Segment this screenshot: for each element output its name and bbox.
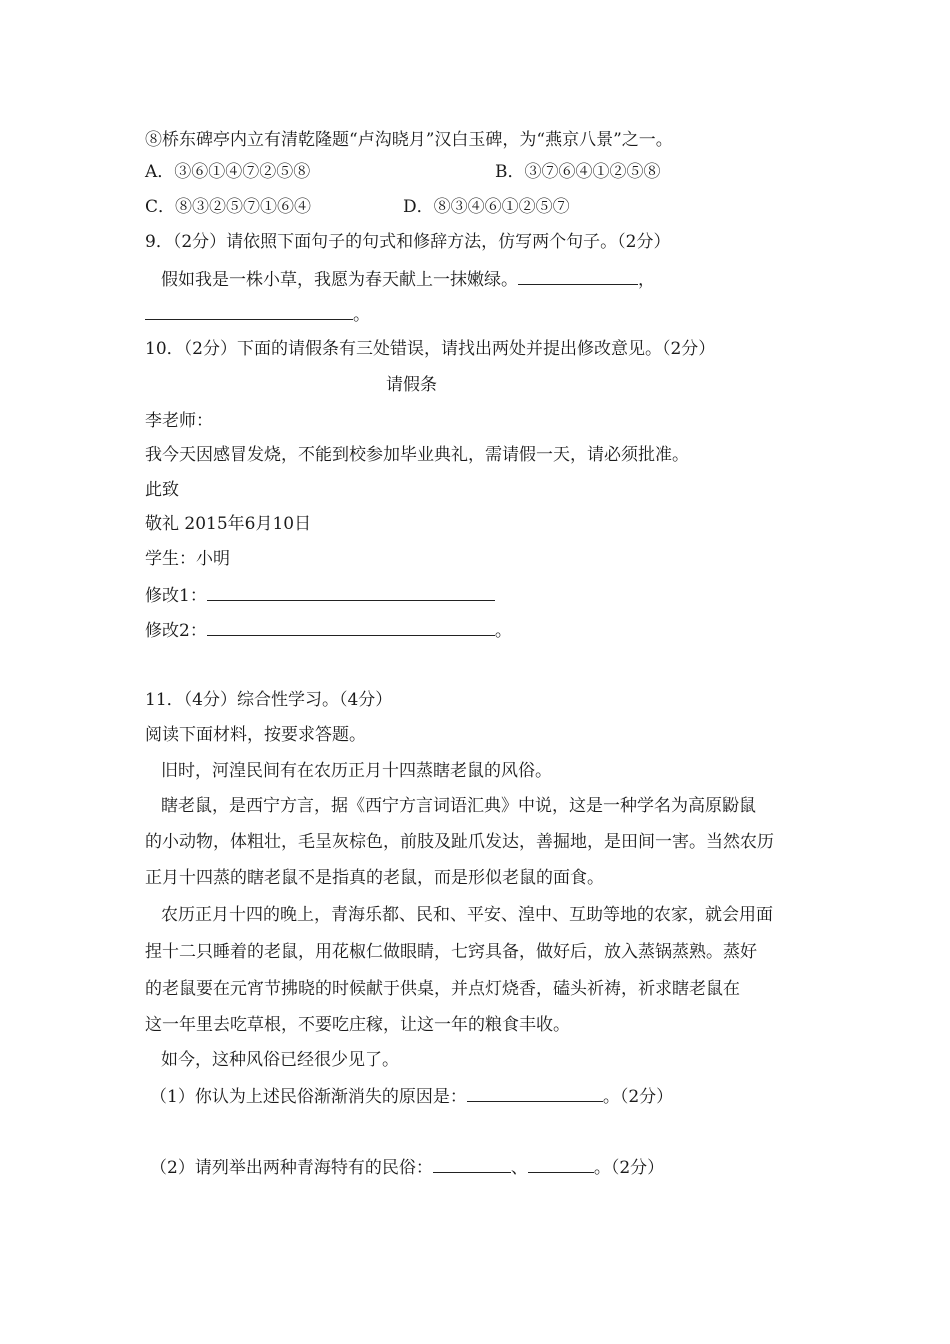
note-body: 我今天因感冒发烧，不能到校参加毕业典礼，需请假一天，请必须批准。	[145, 445, 689, 465]
passage-p3-line-3: 的老鼠要在元宵节拂晓的时候献于供桌，并点灯烧香，磕头祈祷，祈求瞎老鼠在	[145, 979, 740, 999]
passage-p3-line-1: 农历正月十四的晚上，青海乐都、民和、平安、湟中、互助等地的农家，就会用面	[161, 905, 773, 925]
q9-example: 假如我是一株小草，我愿为春天献上一抹嫩绿。	[161, 270, 518, 290]
fix-2-line	[145, 617, 512, 643]
note-salutation: 李老师：	[145, 411, 213, 431]
q11-sub1-blank[interactable]	[467, 1083, 603, 1102]
q11-stem: 11．（4分）综合性学习。（4分）	[145, 690, 393, 710]
q9-example-line	[161, 266, 655, 292]
fix-1-label: 修改1：	[145, 586, 207, 606]
q8-option-d: D．⑧③④⑥①②⑤⑦	[403, 197, 570, 217]
fix-2-label: 修改2：	[145, 621, 207, 641]
q9-stem: 9．（2分）请依照下面句子的句式和修辞方法，仿写两个句子。（2分）	[145, 232, 671, 252]
passage-p2-line-1: 瞎老鼠，是西宁方言，据《西宁方言词语汇典》中说，这是一种学名为高原鼢鼠	[161, 796, 756, 816]
q8-item-8: ⑧桥东碑亭内立有清乾隆题“卢沟晓月”汉白玉碑，为“燕京八景”之一。	[145, 130, 673, 150]
q11-sub1-tail: 。（2分）	[602, 1087, 674, 1107]
fix-2-blank[interactable]	[207, 617, 495, 636]
q9-answer-blank-1[interactable]	[518, 266, 638, 285]
q10-stem: 10．（2分）下面的请假条有三处错误，请找出两处并提出修改意见。（2分）	[145, 339, 716, 359]
q9-period: 。	[353, 305, 370, 325]
passage-p3-line-2: 捏十二只睡着的老鼠，用花椒仁做眼睛，七窍具备，做好后，放入蒸锅蒸熟。蒸好	[145, 942, 757, 962]
q9-answer-blank-2[interactable]	[145, 301, 353, 320]
q11-sub2-blank-1[interactable]	[433, 1154, 511, 1173]
note-title: 请假条	[386, 375, 437, 395]
passage-p1: 旧时，河湟民间有在农历正月十四蒸瞎老鼠的风俗。	[161, 761, 552, 781]
q11-sub2-tail: 。（2分）	[593, 1158, 665, 1178]
fix-1-line	[145, 582, 495, 608]
passage-p4: 如今，这种风俗已经很少见了。	[161, 1050, 399, 1070]
q8-option-c: C．⑧③②⑤⑦①⑥④	[145, 197, 312, 217]
q8-option-b: B．③⑦⑥④①②⑤⑧	[495, 162, 661, 182]
note-closing-2: 敬礼 2015年6月10日	[145, 514, 312, 534]
note-signature: 学生：小明	[145, 549, 230, 569]
fix-1-blank[interactable]	[207, 582, 495, 601]
q11-sub2-sep: 、	[510, 1158, 528, 1178]
passage-p2-line-3: 正月十四蒸的瞎老鼠不是指真的老鼠，而是形似老鼠的面食。	[145, 868, 604, 888]
q9-second-line	[145, 301, 370, 327]
q8-option-a: A．③⑥①④⑦②⑤⑧	[145, 162, 311, 182]
q11-sub2-line	[150, 1154, 664, 1180]
q11-sub1-line	[150, 1083, 673, 1109]
q11-sub2-text: （2）请列举出两种青海特有的民俗：	[150, 1158, 433, 1178]
q11-instruction: 阅读下面材料，按要求答题。	[145, 725, 366, 745]
passage-p3-line-4: 这一年里去吃草根，不要吃庄稼，让这一年的粮食丰收。	[145, 1015, 570, 1035]
passage-p2-line-2: 的小动物，体粗壮，毛呈灰棕色，前肢及趾爪发达，善掘地，是田间一害。当然农历	[145, 832, 774, 852]
fix-2-period: 。	[494, 621, 512, 641]
q9-comma: ，	[638, 270, 655, 290]
note-closing-1: 此致	[145, 480, 179, 500]
q11-sub1-text: （1）你认为上述民俗渐渐消失的原因是：	[150, 1087, 467, 1107]
q11-sub2-blank-2[interactable]	[528, 1154, 594, 1173]
